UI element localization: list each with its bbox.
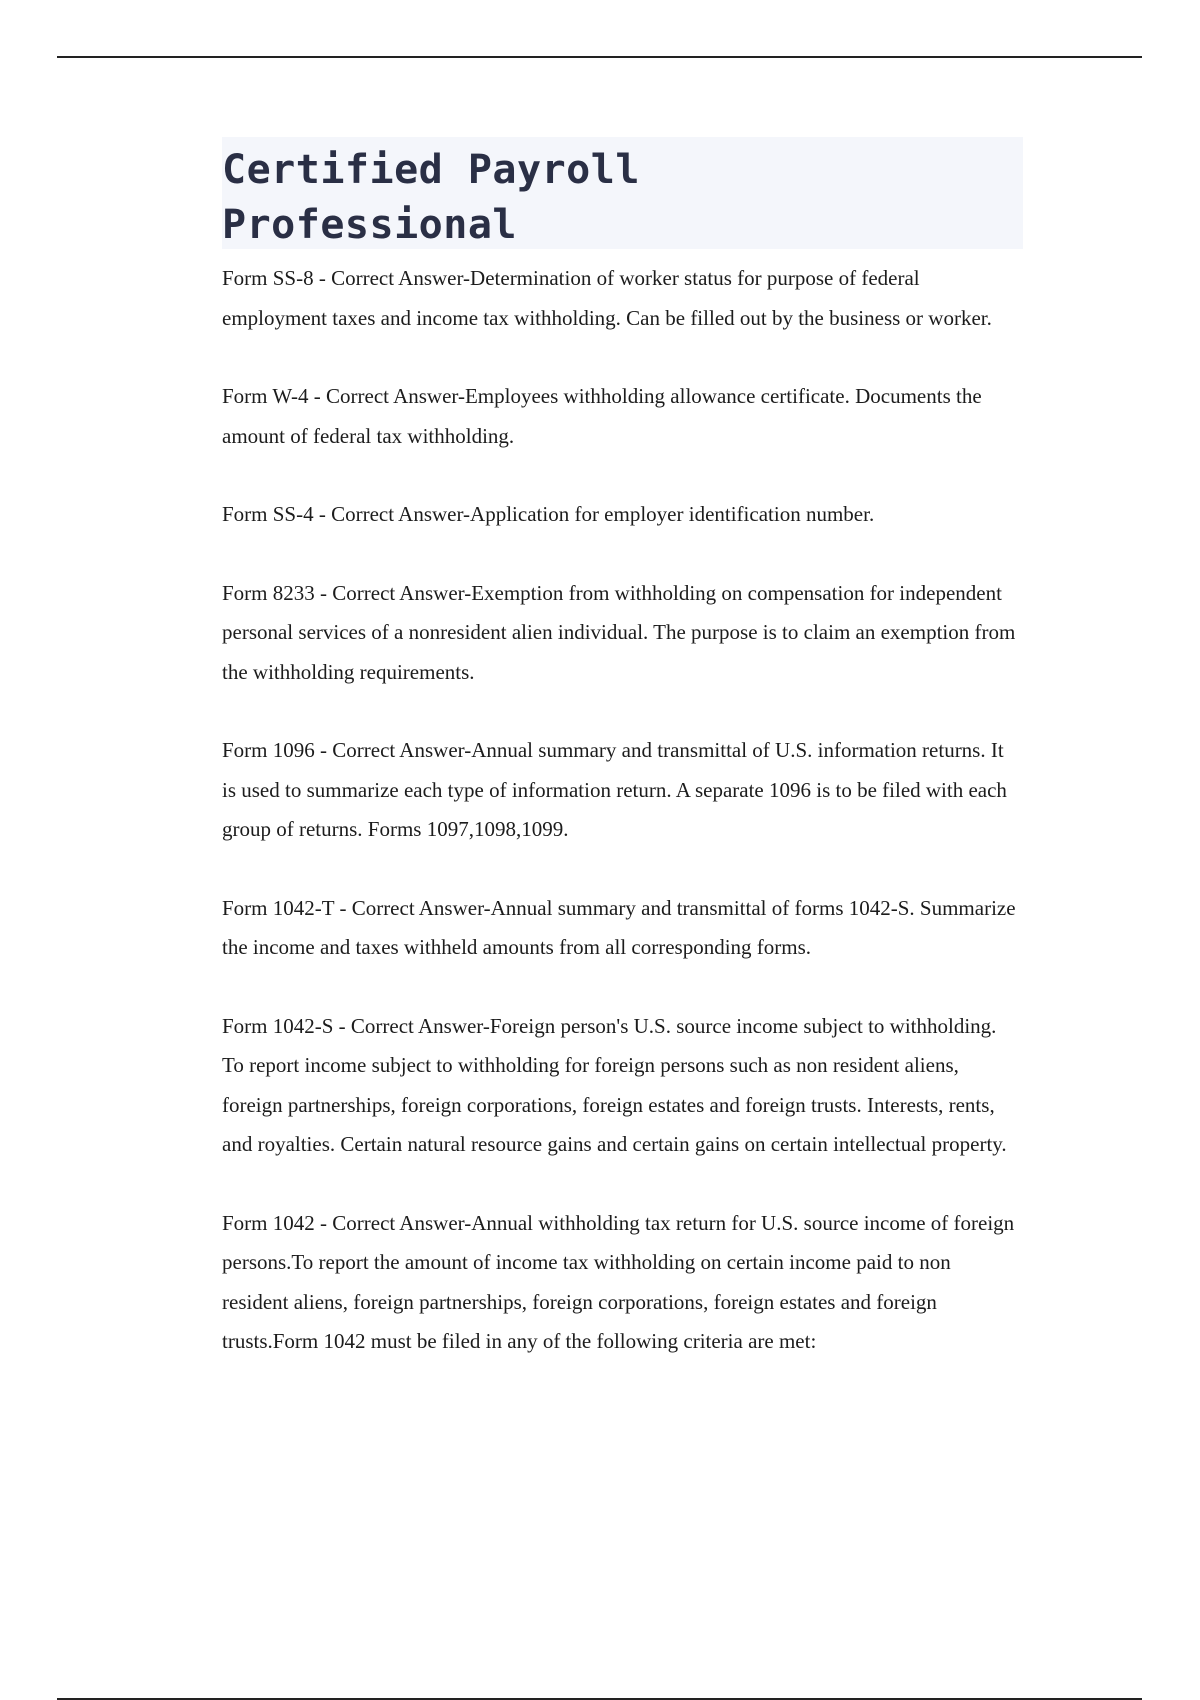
qa-entry-form-1096: Form 1096 - Correct Answer-Annual summary and transmittal of U.S. information returns. It is used to summarize each type of information return. A separate 1096 is to be filed with each group of returns. Forms 1097,1098,1099.	[222, 738, 1007, 841]
qa-entry-form-1042: Form 1042 - Correct Answer-Annual withholding tax return for U.S. source income of foreign persons.To report the amount of income tax withholding on certain income paid to non resident aliens, foreign partnerships, foreign corporations, foreign estates and foreign trusts.Form 1042 must be filed in any of the following criteria are met:	[222, 1210, 1015, 1353]
top-divider	[57, 56, 1142, 58]
qa-entry-form-ss-8: Form SS-8 - Correct Answer-Determination of worker status for purpose of federal employment taxes and income tax withholding. Can be filled out by the business or worker.	[222, 266, 992, 330]
title-line-1: Certified Payroll	[222, 147, 640, 193]
title-block	[222, 137, 1023, 249]
page-title	[222, 143, 1023, 253]
qa-entry-form-1042-t: Form 1042-T - Correct Answer-Annual summary and transmittal of forms 1042-S. Summarize the income and taxes withheld amounts from all corresponding forms.	[222, 895, 1016, 959]
qa-list	[222, 259, 1022, 1362]
title-line-2: Professional	[222, 202, 517, 248]
qa-entry-form-1042-s: Form 1042-S - Correct Answer-Foreign person's U.S. source income subject to withholding. To report income subject to withholding for foreign persons such as non resident aliens, foreign partnerships, foreign corporations, foreign estates and foreign trusts. Interests, rents, and royalties. Certain natural resource gains and certain gains on certain intellectual property.	[222, 1013, 1007, 1156]
qa-entry-form-w-4: Form W-4 - Correct Answer-Employees withholding allowance certificate. Documents the amount of federal tax withholding.	[222, 384, 982, 448]
qa-entry-form-8233: Form 8233 - Correct Answer-Exemption from withholding on compensation for independent personal services of a nonresident alien individual. The purpose is to claim an exemption from the withholding requirements.	[222, 580, 1016, 684]
qa-entry-form-ss-4: Form SS-4 - Correct Answer-Application for employer identification number.	[222, 502, 875, 526]
document-content	[222, 137, 1022, 1401]
